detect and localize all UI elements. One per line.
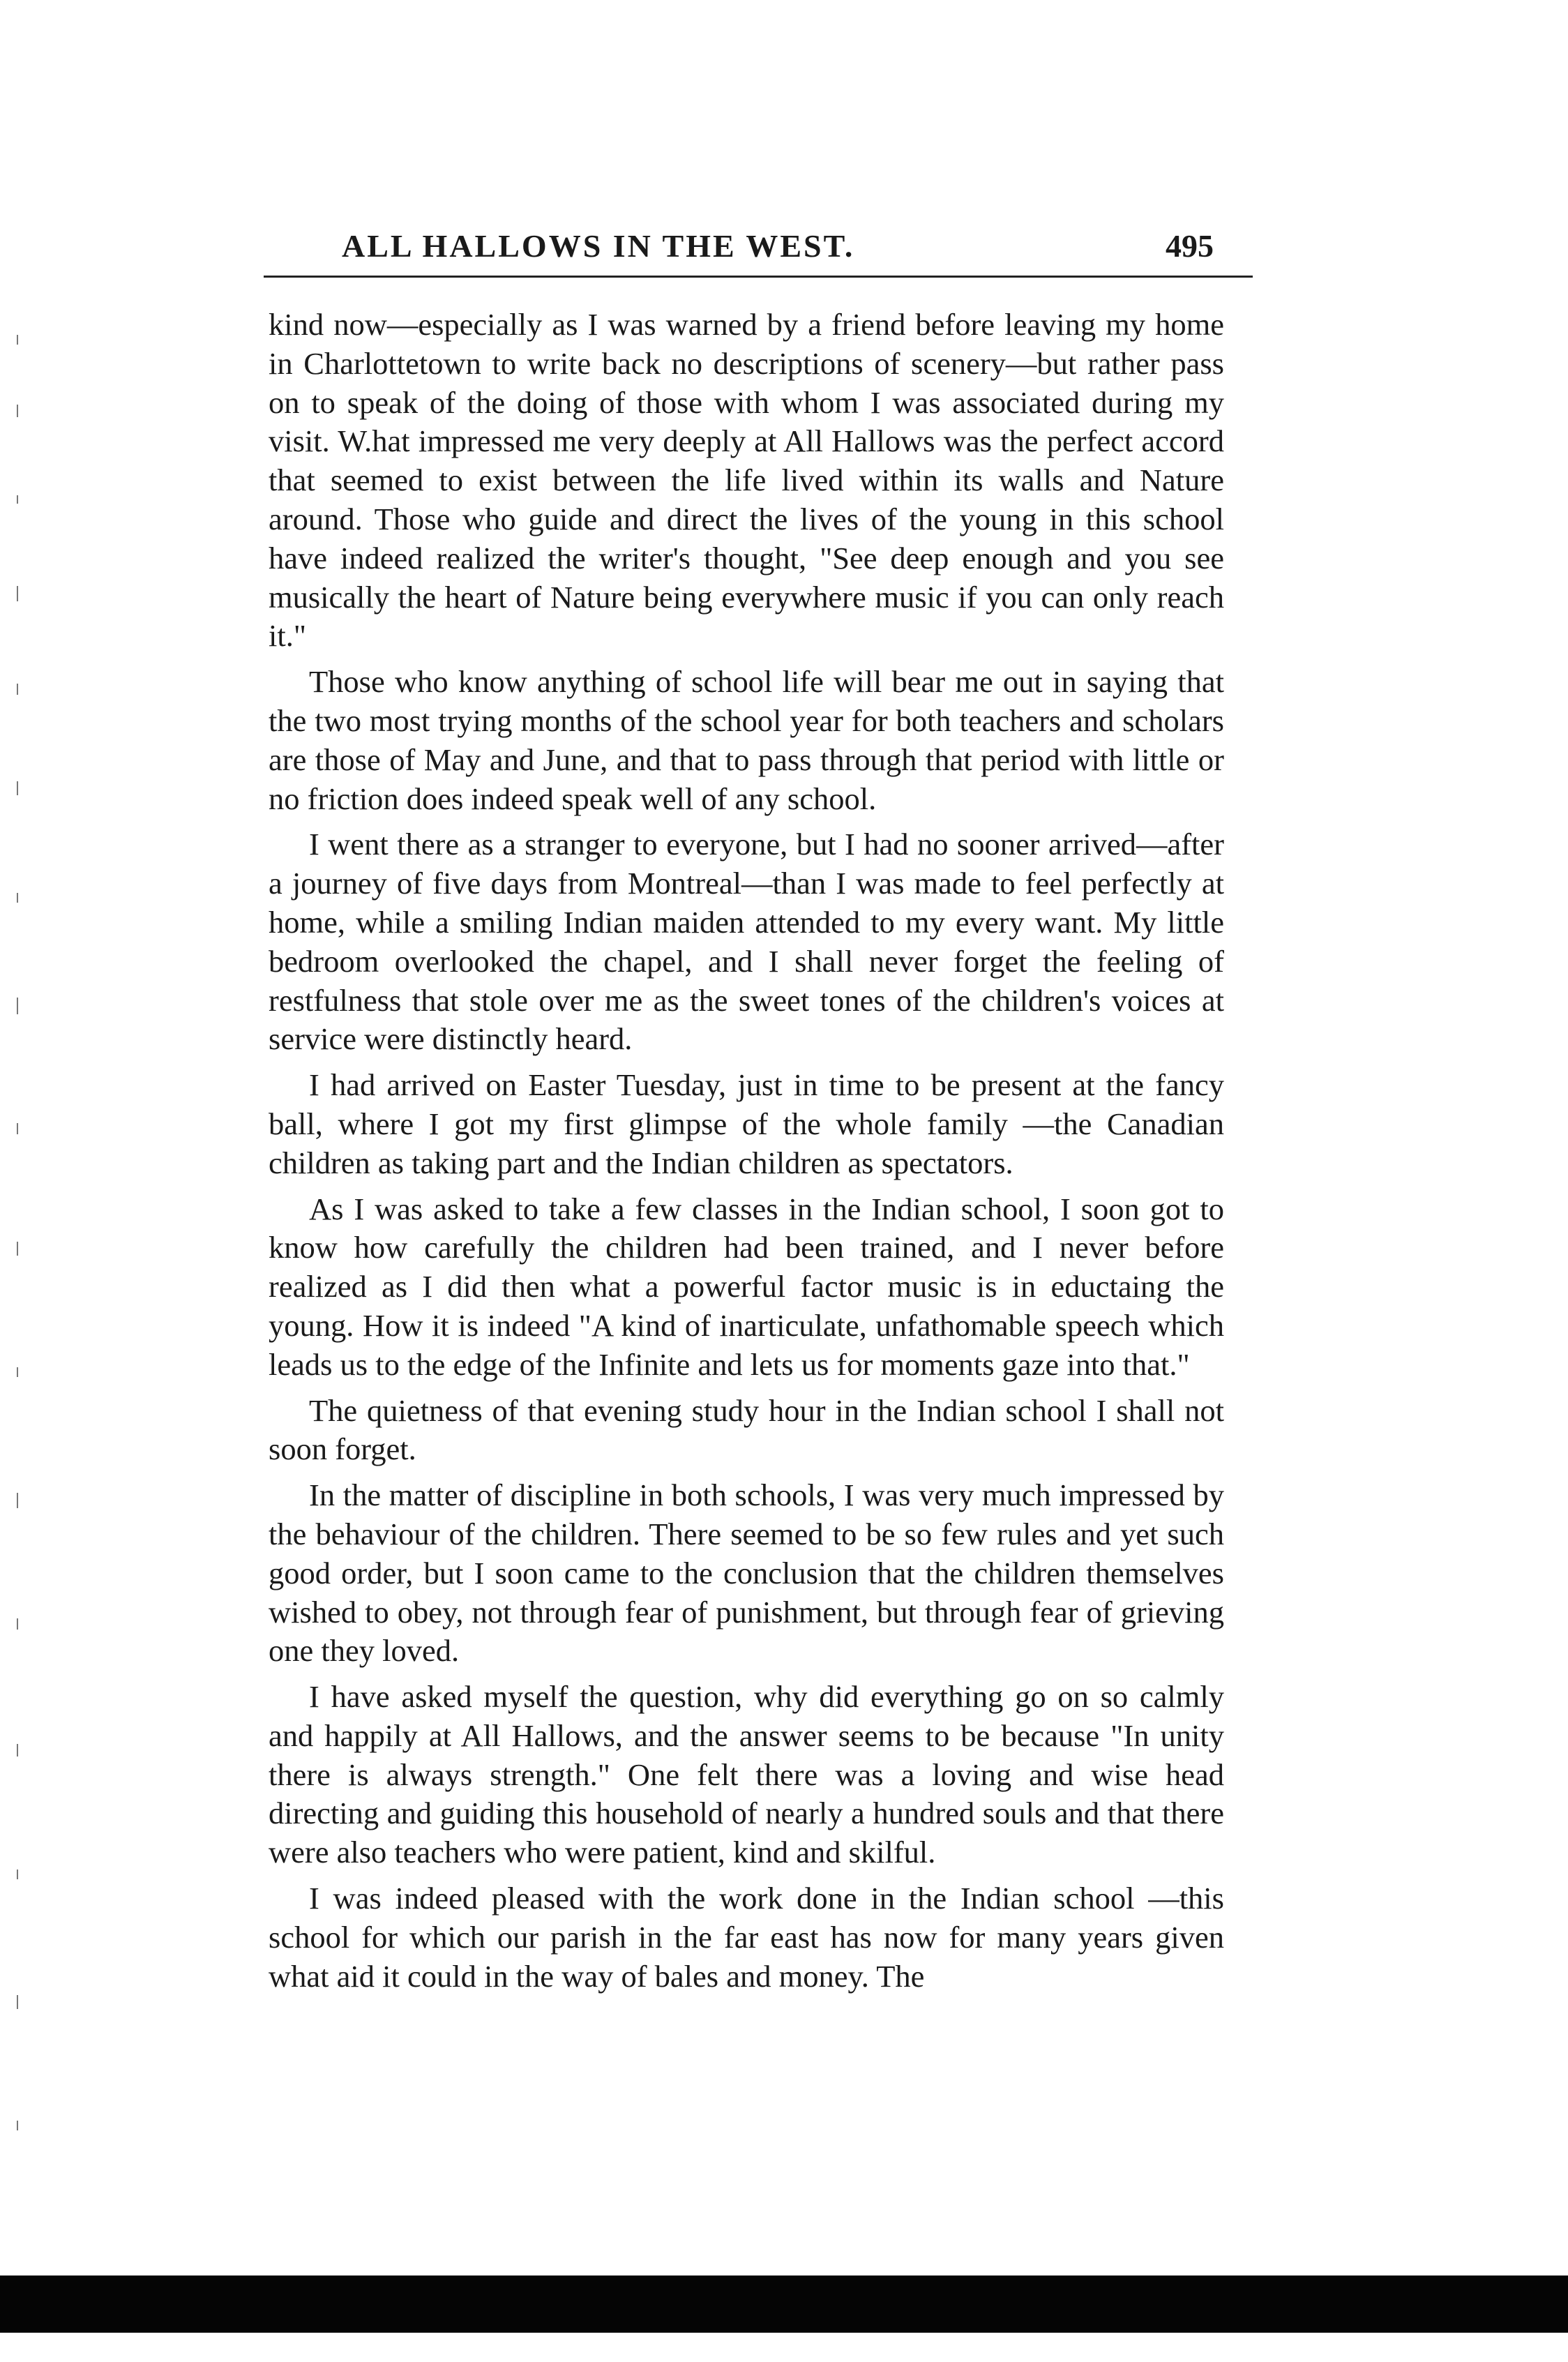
paragraph: I have asked myself the question, why did everything go on so calmly and happily at All Hallows, and the answer seems to be because "In unity there is always strength." One felt there was a loving and wise head directing and guiding this household of nearly a hundred souls and that there were also teachers who were patient, kind and skilful. xyxy=(269,1679,1224,1870)
page-number: 495 xyxy=(1166,228,1214,264)
paragraph: The quietness of that evening study hour in the Indian school I shall not soon forget. xyxy=(269,1392,1224,1467)
article-body xyxy=(269,306,1224,2003)
paragraph: I went there as a stranger to everyone, but I had no sooner arrived—after a journey of five days from Montreal—than I was made to feel perfectly at home, while a smiling Indian maiden attended to my every want. My little bedroom overlooked the chapel, and I shall never forget the feeling of restfulness that stole over me as the sweet tones of the children's voices at service were distinctly heard. xyxy=(269,827,1224,1057)
paragraph: kind now—especially as I was warned by a friend before leaving my home in Charlottetown to write back no descriptions of scenery—but rather pass on to speak of the doing of those with whom I was associated during my visit. W.hat impressed me very deeply at All Hallows was the perfect accord that seemed to exist between the life lived within its walls and Nature around. Those who guide and direct the lives of the young in this school have indeed realized the writer's thought, "See deep enough and you see musically the heart of Nature being everywhere music if you can only reach it." xyxy=(269,307,1224,654)
paragraph: I had arrived on Easter Tuesday, just in time to be present at the fancy ball, where I got my first glimpse of the whole family —the Canadian children as taking part and the Indian children as spectators. xyxy=(269,1067,1224,1180)
header-rule xyxy=(264,276,1253,278)
paragraph: Those who know anything of school life will bear me out in saying that the two most trying months of the school year for both teachers and scholars are those of May and June, and that to pass through that period with little or no friction does indeed speak well of any school. xyxy=(269,664,1224,816)
running-title: ALL HALLOWS IN THE WEST. xyxy=(342,228,855,264)
paragraph: In the matter of discipline in both schools, I was very much impressed by the behaviour of the children. There seemed to be so few rules and yet such good order, but I soon came to the conclusion that the children themselves wished to obey, not through fear of punishment, but through fear of grieving one they loved. xyxy=(269,1477,1224,1669)
paragraph: I was indeed pleased with the work done in the Indian school —this school for which our parish in the far east has now for many years given what aid it could in the way of bales and money. The xyxy=(269,1881,1224,1994)
paragraph: As I was asked to take a few classes in the Indian school, I soon got to know how carefully the children had been trained, and I never before realized as I did then what a powerful factor music is in eductaing the young. How it is indeed "A kind of inarticulate, unfathomable speech which leads us to the edge of the Infinite and lets us for moments gaze into that." xyxy=(269,1191,1224,1382)
scan-bottom-border xyxy=(0,2276,1568,2333)
scan-margin-specks xyxy=(14,293,21,2176)
page-header xyxy=(282,222,1249,271)
